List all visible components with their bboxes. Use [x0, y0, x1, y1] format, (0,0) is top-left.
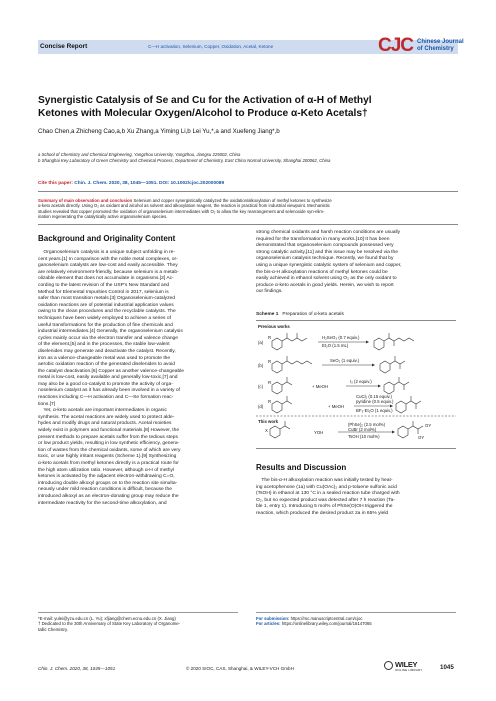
background-line: industrial intermediates.[4] Generally, the organoselenium catalysis	[38, 329, 183, 335]
x-group-tw: X	[265, 428, 268, 433]
scheme-bottom-rule	[256, 448, 456, 449]
dedication-line-2: tallic Chemistry.	[38, 626, 69, 632]
summary-line-4: ination regenerating the catalytically active organoselenium species.	[38, 213, 168, 219]
r-group-b: R	[268, 359, 272, 364]
intro-continued-line: strong catalytic activity,[11] and this issue may be resolved via the	[256, 249, 398, 255]
rxn-a-bottom: Et₂O (1.5 mL)	[322, 343, 349, 348]
background-line: or low product yields, resulting in low synthetic efficiency, genera-	[38, 441, 180, 447]
scheme-title: Preparation of α-keto acetals	[282, 312, 344, 317]
background-line: the high atom utilization ratio. However, although α-H of methyl	[38, 467, 175, 473]
background-line: may also be a good co-catalyst to promote the activity of orga-	[38, 381, 173, 387]
intro-continued-line: strong chemical oxidants and harsh reaction conditions are usually	[256, 230, 401, 235]
background-line: are relatively environment-friendly, because selenium is a metab-	[38, 269, 179, 275]
affiliation-a: a School of Chemistry and Chemical Engineering, Yangzhou University, Yangzhou, Jiangsu 225002, China	[38, 152, 241, 157]
divider-cite	[38, 191, 458, 192]
section-label: Concise Report	[40, 43, 88, 50]
label-b: (b)	[258, 363, 264, 368]
dedication-line-1: † Dedicated to the 30th Anniversary of State Key Laboratory of Organome-	[38, 621, 181, 627]
background-line: oxidation reactions are of potential industrial application values	[38, 302, 174, 308]
results-line: ing acetophenone (1a) with Cu(OAc)₂ and p-toluene sulfonic acid	[256, 484, 397, 490]
summary-line-1: Selenium and copper synergistically catalyzed the oxidation/alkoxylation of methyl ketones to synthesize	[133, 198, 332, 203]
affiliation-b: b Shanghai Key Laboratory of Green Chemistry and Chemical Process, Department of Chemistry, East China Normal University, Shanghai 200062, China	[38, 158, 331, 163]
scheme-caption	[256, 312, 344, 317]
background-line: ganoselenium catalysts are low-cost and easily accessible. They	[38, 263, 178, 269]
scheme-top-rule	[256, 320, 456, 321]
logo-line1: Chinese Journal	[417, 39, 464, 45]
articles-link[interactable]: https://onlinelibrary.wiley.com/journal/16147065	[281, 621, 372, 627]
footnote-rule-left	[38, 612, 238, 613]
meoh-d: + MeOH	[328, 404, 345, 409]
journal-logo	[378, 34, 464, 58]
rxn-c-top: I₂ (2 equiv.)	[350, 379, 372, 384]
oy-label-2: OY	[418, 435, 425, 440]
background-line: of the element,[5] and in the processes, the stable low-valent	[38, 342, 170, 348]
background-line: hydes and modify drugs and natural products. Acetal moieties	[38, 421, 172, 427]
intro-continued-line: required for the transformation in many works.[10] It has been	[256, 236, 390, 242]
left-column-text	[38, 250, 238, 507]
summary-line-3: studies revealed that copper promoted the oxidation of organoselenium intermediates with O₂ to allow the key rearrangement and selenoxide syn-elim-	[38, 208, 325, 214]
background-line: synthesis. The acetal reactions are widely used to protect alde-	[38, 414, 175, 420]
background-line: introducing double alkoxyl groups on to the reaction site simulta-	[38, 480, 178, 486]
rxn-a-top: H₂SeO₃ (0.7 equiv.)	[322, 335, 360, 340]
background-line: safer than most transition metals.[3] Organoselenium-catalyzed	[38, 296, 176, 302]
articles-label: For articles:	[256, 621, 281, 627]
footnotes-right	[256, 616, 461, 627]
cite-line	[38, 181, 224, 186]
title-line-2: Ketones with Molecular Oxygen/Alcohol to Produce α-Keto Acetals†	[38, 107, 368, 119]
submission-label: For submission:	[256, 616, 290, 621]
results-text	[256, 478, 456, 518]
r-group-a: R	[268, 335, 272, 340]
background-line: widely exist in polymers and functional materials.[8] However, the	[38, 428, 180, 434]
scheme-labels	[256, 322, 456, 446]
rxn-d-bottom: BF₃·Et₂O (1 equiv.)	[356, 408, 393, 413]
background-line: metal is low-cost, easily available and generally low-toxic,[7] and	[38, 375, 178, 381]
r-group-d: R	[268, 399, 272, 404]
submission-link[interactable]: https://mc.manuscriptcentral.com/cjoc	[290, 616, 363, 621]
background-line: tion of wastes from the chemical oxidants, some of which are very	[38, 447, 181, 453]
background-line: reactions including C—H activation and C—Se formation reac-	[38, 395, 174, 401]
background-line: Organoselenium catalysis is a unique subject unfolding in re-	[38, 250, 176, 255]
intro-continued-line: the bis-α-H alkoxylation reactions of methyl ketones could be	[256, 269, 388, 275]
intro-continued-line: easily achieved in ethanol solvent using O₂ as the only oxidant to	[256, 276, 397, 282]
label-a: (a)	[258, 340, 264, 345]
authors: Chao Chen,a Zhicheng Cao,a,b Xu Zhang,a Yiming Li,b Lei Yu,*,a and Xuefeng Jiang*,b	[38, 128, 280, 135]
background-line: aerobic oxidation reaction of the generated diselenides to avoid	[38, 362, 176, 368]
footer-copyright: © 2020 SIOC, CAS, Shanghai, & WILEY-VCH GmbH	[186, 666, 294, 671]
rxn-d-top2: pyridine (0.5 equiv.)	[356, 399, 394, 404]
background-line: noselenium catalyst as it has already been involved in a variety of	[38, 388, 180, 394]
rxn-tw-1: (PhSe)₂ (2.5 mol%)	[348, 422, 386, 427]
results-line: reaction, which produced the desired product 2a in 65% yield	[256, 510, 389, 516]
results-line: O₂, but no expected product was detected after 7 h reaction (Ta-	[256, 497, 395, 503]
section-heading-background: Background and Originality Content	[38, 234, 176, 243]
results-line: The bis-α-H alkoxylation reaction was initially tested by heat-	[256, 478, 393, 483]
background-line: useful transformations for the production of fine chemicals and	[38, 322, 173, 328]
logo-line2: of Chemistry	[417, 46, 454, 52]
intro-continued-line: using a unique synergistic catalytic system of selenium and copper,	[256, 262, 402, 268]
background-line: olizable element that does not accumulate in organisms.[2] Ac-	[38, 276, 174, 282]
background-line: cent years.[1] In comparison with the noble metal complexes, or-	[38, 256, 178, 262]
footnote-rule-right	[256, 612, 456, 613]
right-column-text	[256, 230, 456, 296]
background-line: Yet, α-keto acetals are important intermediates in organic	[38, 408, 167, 414]
label-c: (c)	[258, 384, 264, 389]
background-line: diselenides may generate and deactivate the catalyst. Recently,	[38, 348, 176, 354]
header-keywords: C—H activation, Selenium, Copper, Oxidation, Acetal, Ketone	[148, 44, 274, 49]
results-line: ble 1, entry 1). Introducing 5 mol% of PhSe(O)OH triggered the	[256, 504, 393, 510]
background-line: the catalyst deactivation.[6] Copper as another valence-changeable	[38, 368, 184, 374]
background-line: intermediate reactivity for the second-time alkoxylation, and	[38, 500, 167, 506]
title-line-1: Synergistic Catalysis of Se and Cu for the Activation of α-H of Methyl	[38, 95, 372, 106]
divider-summary	[38, 224, 458, 225]
yoh-label: YOH	[314, 430, 324, 435]
rxn-d-top1: CuCl₂ (0.15 equiv.)	[356, 394, 392, 399]
email-footnote: *E-mail: yulei@yzu.edu.cn (L. Yu); xfjiang@chem.ecnu.edu.cn (X. Jiang)	[38, 616, 176, 621]
rxn-b-top: SeO₂ (1 equiv.)	[330, 358, 360, 363]
page-number: 1045	[440, 664, 454, 671]
wiley-logo	[384, 660, 428, 674]
background-line: cycles mainly occur via the electron transfer and valence change	[38, 335, 178, 341]
cite-text[interactable]: Chin. J. Chem. 2020, 38, 1045—1051. DOI: 10.1002/cjoc.202000089	[74, 181, 225, 186]
wiley-subtitle: ONLINE LIBRARY	[395, 668, 423, 672]
this-work-label: This work	[258, 419, 279, 424]
footer-citation: Chin. J. Chem. 2020, 38, 1045—1051	[38, 666, 116, 671]
results-line: (TsOH) in ethanol at 130 °C in a sealed reaction tube charged with	[256, 491, 400, 497]
oy-label-1: OY	[425, 423, 432, 428]
scheme-label: Scheme 1	[256, 312, 279, 317]
background-line: owing to the clean procedures and the recyclable catalysts. The	[38, 309, 176, 315]
wiley-wordmark: WILEY	[395, 660, 418, 669]
intro-continued-line: demonstrated that organoselenium compounds possessed very	[256, 243, 394, 249]
background-line: present methods to prepare acetals suffer from the tedious steps	[38, 434, 178, 440]
background-line: introduced alkoxyl as an electron-donating group may reduce the	[38, 493, 179, 499]
background-line: iron as a valence-changeable metal was used to promote the	[38, 355, 171, 361]
background-line: Method for Elemental Impurities Control in 2017, selenium is	[38, 289, 169, 295]
label-d: (d)	[258, 404, 264, 409]
background-line: cording to the latest revision of the USP's New Standard and	[38, 282, 170, 288]
summary-label: Summary of main observation and conclusion	[38, 198, 133, 203]
previous-works-label: Previous works	[258, 324, 290, 329]
summary-line-2: α-keto acetals directly. Using O₂ as oxidant and alcohol as solvent and alkoxylation reagent, the reaction is practical from industrial viewpoint. Mechanistic	[38, 203, 330, 209]
logo-letters: CJC	[378, 35, 414, 56]
background-line: neously under mild reaction conditions is difficult, because the	[38, 487, 172, 493]
article-title	[38, 95, 468, 120]
background-line: α-keto acetals from methyl ketones directly is a practical route for	[38, 461, 179, 466]
meoh-c: + MeOH	[312, 384, 329, 389]
rxn-tw-3: TsOH (10 mol%)	[348, 434, 380, 439]
background-line: toxic, or use highly irritant reagents (Scheme 1).[9] Synthesizing	[38, 454, 177, 460]
intro-continued-line: our findings.	[256, 289, 283, 295]
footnotes-left	[38, 616, 243, 632]
section-heading-results: Results and Discussion	[256, 463, 347, 472]
background-line: techniques have been widely employed to achieve a series of	[38, 315, 171, 321]
rxn-tw-2: CuBr (2 mol%)	[348, 427, 377, 432]
background-line: tions.[7]	[38, 401, 56, 407]
cite-label: Cite this paper:	[38, 181, 73, 186]
intro-continued-line: produce α-keto acetals in good yields. Herein, we wish to report	[256, 282, 394, 288]
summary	[38, 198, 458, 219]
r-group-c: R	[268, 380, 272, 385]
background-line: ketones is activated by the adjacent electron-withdrawing C=O,	[38, 474, 175, 480]
wiley-circle-icon	[384, 661, 393, 670]
intro-continued-line: organoselenium catalysis technique. Recently, we found that by	[256, 256, 394, 262]
